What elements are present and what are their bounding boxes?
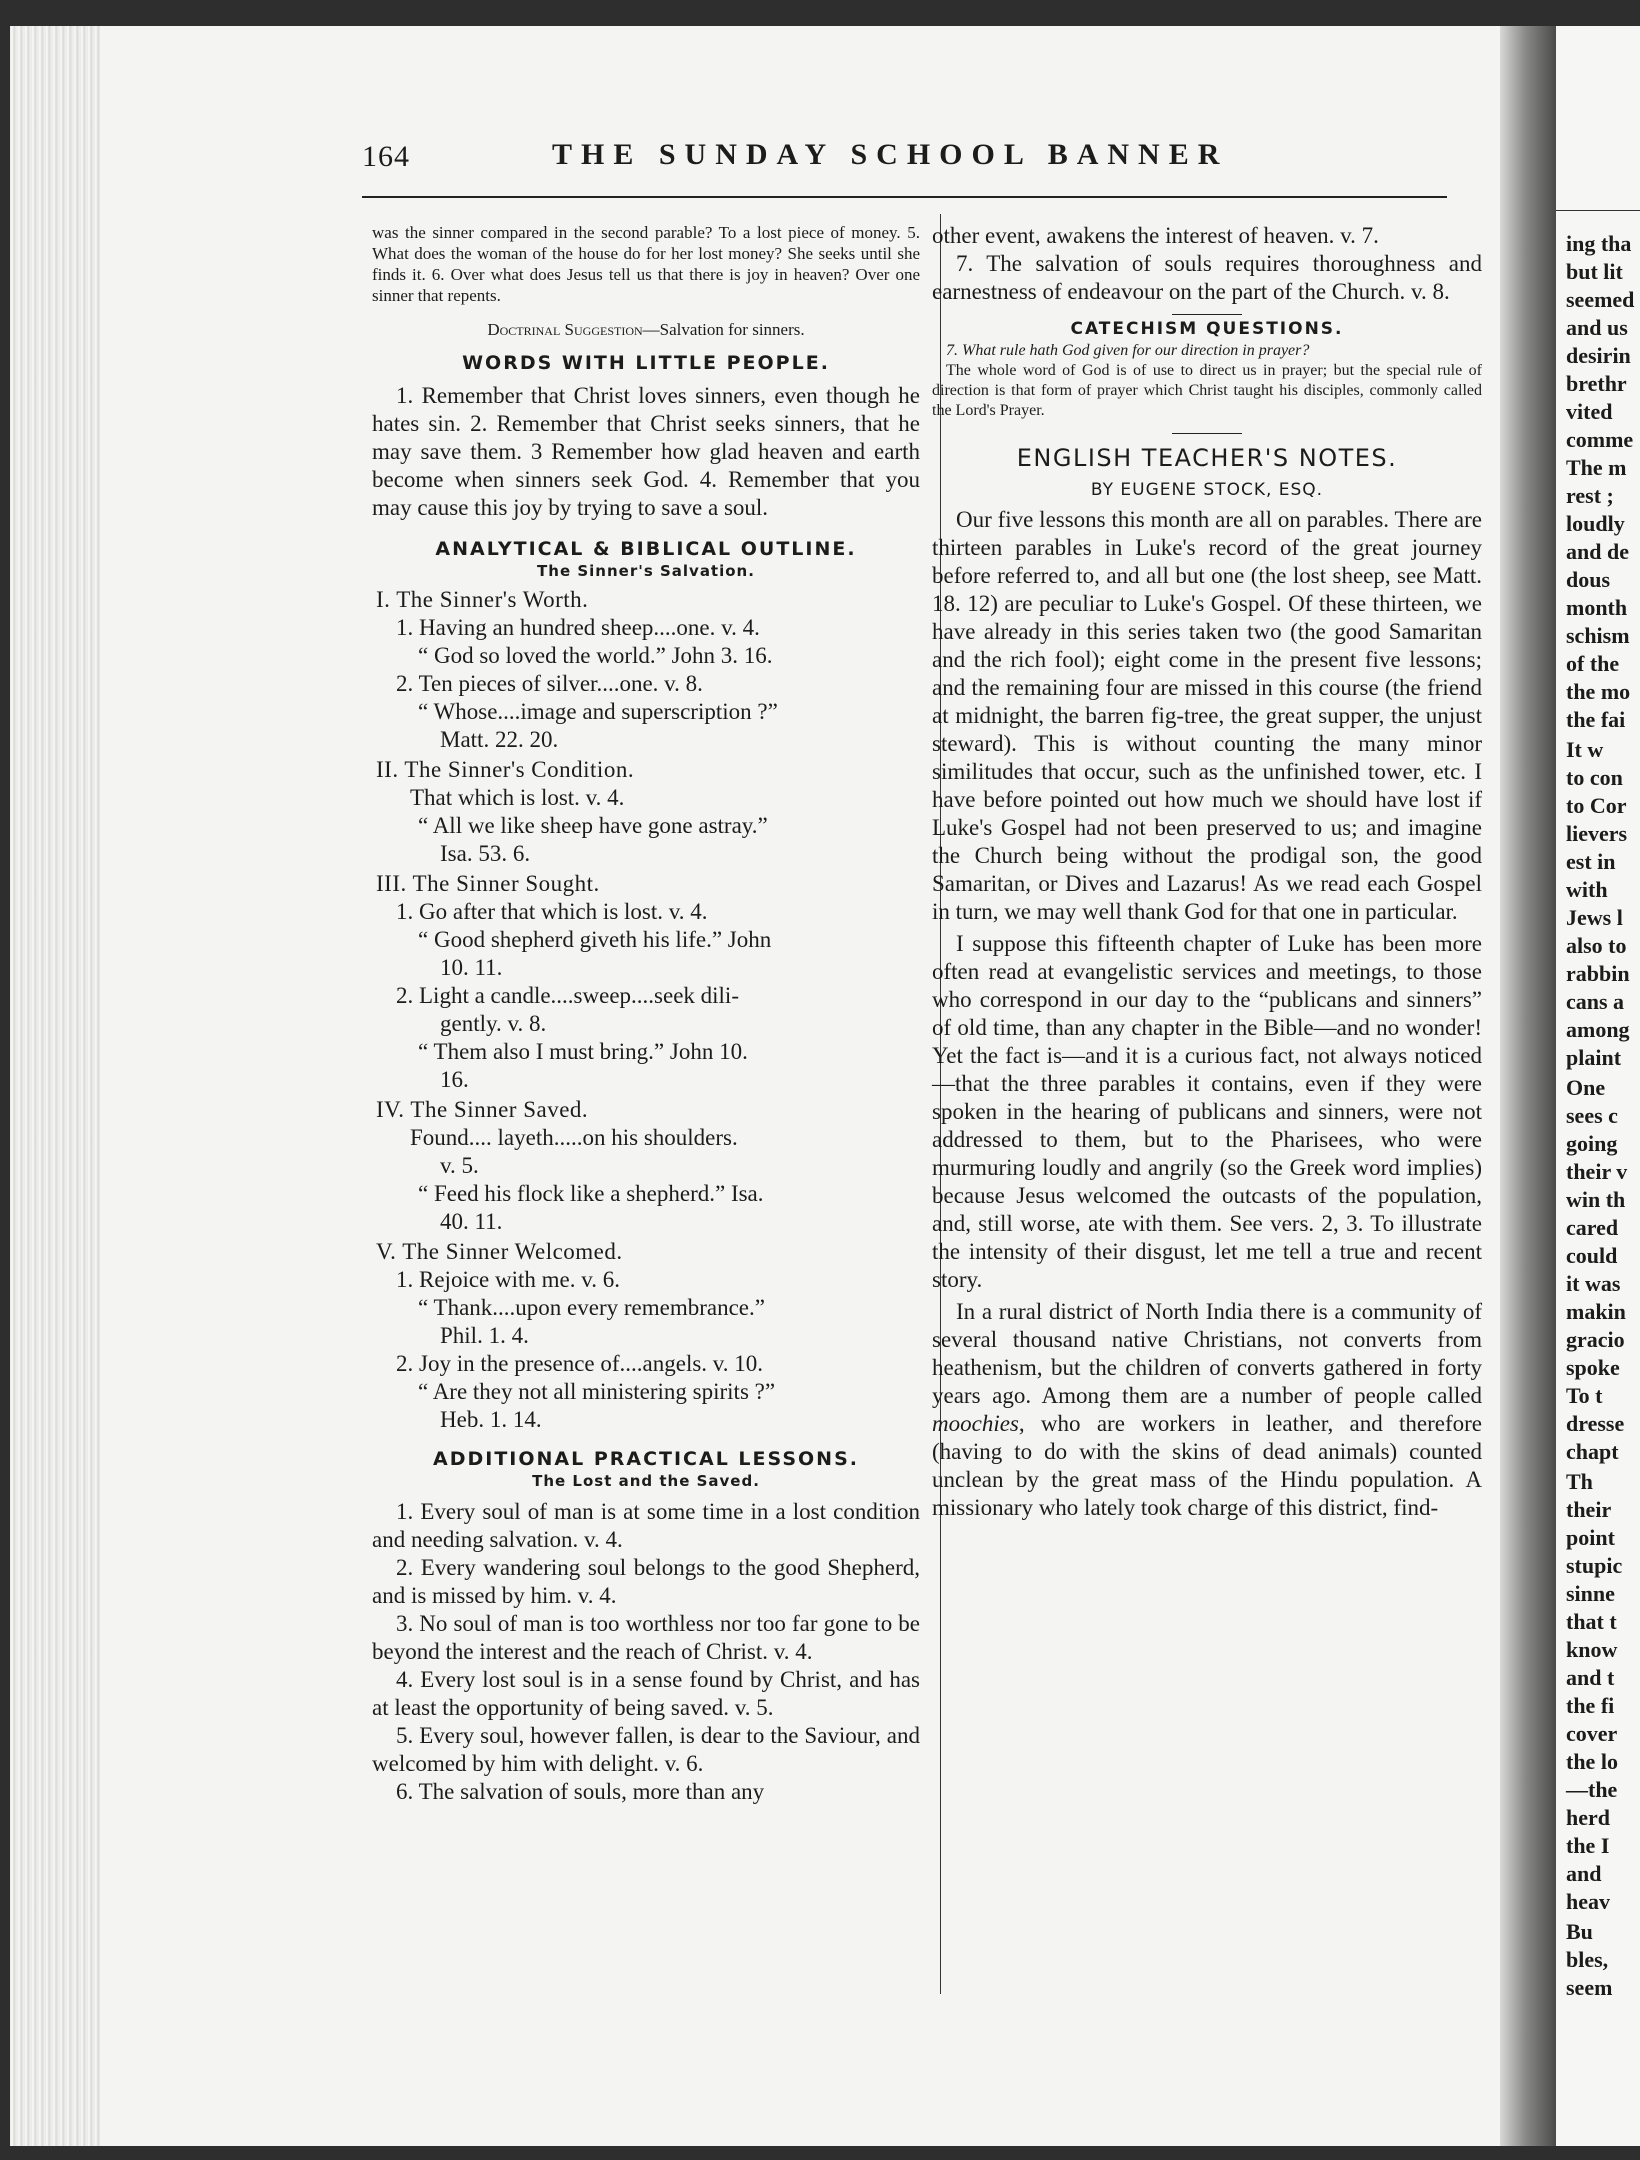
- facing-page-line: cover: [1566, 1721, 1618, 1746]
- facing-page-line: sinne: [1566, 1581, 1615, 1606]
- facing-page-line: seemed: [1566, 287, 1635, 312]
- facing-page-line: est in: [1566, 849, 1616, 874]
- facing-page-line: dresse: [1566, 1411, 1625, 1436]
- words-heading: WORDS WITH LITTLE PEOPLE.: [462, 352, 830, 374]
- facing-page-line: herd: [1566, 1805, 1610, 1830]
- facing-page-line: their v: [1566, 1159, 1628, 1184]
- facing-page-line: the lo: [1566, 1749, 1618, 1774]
- outline-line: 16.: [440, 1067, 469, 1092]
- facing-page-line: could: [1566, 1243, 1618, 1268]
- header-rule: [362, 196, 1447, 198]
- notes-heading: ENGLISH TEACHER'S NOTES.: [1016, 444, 1398, 472]
- words-text: 1. Remember that Christ loves sinners, even though he hates sin. 2. Remember that Christ seeks sinners, that he may save them. 3 Remember how glad heaven and earth become when sinners seek God. 4. Remember that you may cause this joy by trying to save a soul.: [372, 383, 920, 520]
- lessons-subheading: The Lost and the Saved.: [532, 1472, 760, 1490]
- left-column: [372, 222, 920, 1806]
- facing-page-line: dous: [1566, 567, 1611, 592]
- facing-page-line: among: [1566, 1017, 1630, 1042]
- facing-page-line: point: [1566, 1525, 1615, 1550]
- facing-page-line: month: [1566, 595, 1628, 620]
- facing-page-line: sees c: [1566, 1103, 1618, 1128]
- outline-line: 1. Go after that which is lost. v. 4.: [396, 899, 708, 924]
- facing-page-line: the I: [1566, 1833, 1610, 1858]
- page-number: 164: [362, 140, 410, 173]
- notes-byline: BY EUGENE STOCK, ESQ.: [1090, 480, 1324, 500]
- facing-page-line: that t: [1566, 1609, 1617, 1634]
- facing-page-line: comme: [1566, 427, 1634, 452]
- lesson-item: 5. Every soul, however fallen, is dear to the Saviour, and welcomed by him with delight. v. 6.: [372, 1723, 920, 1776]
- catechism-answer: The whole word of God is of use to direct us in prayer; but the special rule of direction is that form of prayer which Christ taught his disciples, commonly called the Lord's Prayer.: [932, 362, 1482, 419]
- doctrinal-label: Doctrinal Suggestion: [487, 320, 643, 339]
- facing-page-line: and: [1566, 1861, 1602, 1886]
- facing-page-line: stupic: [1566, 1553, 1623, 1578]
- lesson-item: 2. Every wandering soul belongs to the good Shepherd, and is missed by him. v. 4.: [372, 1555, 920, 1608]
- facing-page-line: vited: [1566, 399, 1613, 424]
- outline-line: 1. Rejoice with me. v. 6.: [396, 1267, 620, 1292]
- lesson-item: 4. Every lost soul is in a sense found by Christ, and has at least the opportunity of being saved. v. 5.: [372, 1667, 920, 1720]
- facing-page-line: It w: [1566, 737, 1604, 762]
- lesson-item: 6. The salvation of souls, more than any: [396, 1779, 765, 1804]
- facing-page-line: to con: [1566, 765, 1623, 790]
- facing-page-line: rest ;: [1566, 483, 1614, 508]
- facing-page-line: it was: [1566, 1271, 1621, 1296]
- facing-page-line: —the: [1566, 1777, 1618, 1802]
- facing-page-line: the fai: [1566, 707, 1626, 732]
- page-title: THE SUNDAY SCHOOL BANNER: [552, 138, 1229, 171]
- outline-line: I. The Sinner's Worth.: [376, 587, 589, 612]
- facing-page-line: and us: [1566, 315, 1628, 340]
- outline-line: Isa. 53. 6.: [440, 841, 531, 866]
- para3-end: , who are workers in leather, and therefore (having to do with the skins of dead animals) counted unclean by the great mass of the Hindu population. A missionary who lately took charge of this district, find-: [932, 1411, 1482, 1520]
- page-edges: [10, 26, 100, 2146]
- notes-paragraph-2: I suppose this fifteenth chapter of Luke has been more often read at evangelistic services and meetings, to those who correspond in our day to the “publicans and sinners” of old time, than any chapter in the Bible—and no wonder! Yet the fact is—and it is a curious fact, not always noticed—that the three parables it contains, even if they were spoken in the hearing of publicans and sinners, were not addressed to them, but to the Pharisees, who were murmuring loudly and angrily (so the Greek word implies) because Jesus welcomed the outcasts of the population, and, still worse, ate with them. See vers. 2, 3. To illustrate the intensity of their disgust, let me tell a true and recent story.: [932, 931, 1482, 1292]
- outline-line: That which is lost. v. 4.: [410, 785, 625, 810]
- intro-text: was the sinner compared in the second parable? To a lost piece of money. 5. What does the woman of the house do for her lost money? She seeks until she finds it. 6. Over what does Jesus tell us that there is joy in heaven? Over one sinner that repents.: [372, 223, 920, 305]
- facing-page-line: ing tha: [1566, 231, 1632, 256]
- facing-page-line: brethr: [1566, 371, 1627, 396]
- facing-page-line: seem: [1566, 1975, 1613, 2000]
- facing-page-line: One: [1566, 1075, 1606, 1100]
- catechism-question: 7. What rule hath God given for our direction in prayer?: [946, 342, 1310, 359]
- facing-page-line: spoke: [1566, 1355, 1620, 1380]
- outline-line: 10. 11.: [440, 955, 503, 980]
- lessons-list: [372, 1498, 920, 1806]
- facing-page-line: plaint: [1566, 1045, 1622, 1070]
- facing-page-line: heav: [1566, 1889, 1610, 1914]
- facing-page-line: and de: [1566, 539, 1629, 564]
- catechism-heading: CATECHISM QUESTIONS.: [1070, 319, 1344, 339]
- outline-line: V. The Sinner Welcomed.: [376, 1239, 623, 1264]
- facing-page-line: makin: [1566, 1299, 1626, 1324]
- notes-paragraph-1: Our five lessons this month are all on parables. There are thirteen parables in Luke's record of the great journey before referred to, and all but one (the lost sheep, see Matt. 18. 12) are peculiar to Luke's Gospel. Of these thirteen, we have already in this series taken two (the good Samaritan and the rich fool); eight come in the present five lessons; and the remaining four are missed in this course (the friend at midnight, the barren fig-tree, the great supper, the unjust steward). This is without counting the many minor similitudes that occur, such as the unfinished tower, etc. I have before pointed out how much we should have lost if Luke's Gospel had not been preserved to us; and imagine the Church being without the prodigal son, the good Samaritan, or Dives and Lazarus! As we read each Gospel in turn, we may well thank God for that one in particular.: [932, 507, 1482, 924]
- facing-page-line: bles,: [1566, 1947, 1609, 1972]
- outline-subheading: The Sinner's Salvation.: [537, 562, 755, 580]
- outline-line: gently. v. 8.: [440, 1011, 547, 1036]
- facing-page-line: their: [1566, 1497, 1612, 1522]
- outline-line: “ Thank....upon every remembrance.”: [418, 1295, 765, 1320]
- para3-emphasis: moochies: [932, 1411, 1019, 1436]
- book-gutter: [1500, 26, 1556, 2146]
- facing-page-line: to Cor: [1566, 793, 1627, 818]
- outline-line: Heb. 1. 14.: [440, 1407, 542, 1432]
- section-rule: [1172, 314, 1242, 315]
- lesson-item: 3. No soul of man is too worthless nor too far gone to be beyond the interest and the reach of Christ. v. 4.: [372, 1611, 920, 1664]
- outline-line: v. 5.: [440, 1153, 479, 1178]
- facing-page-line: lievers: [1566, 821, 1628, 846]
- outline-line: 40. 11.: [440, 1209, 503, 1234]
- outline-line: 1. Having an hundred sheep....one. v. 4.: [396, 615, 760, 640]
- outline-line: II. The Sinner's Condition.: [376, 757, 635, 782]
- facing-page-line: chapt: [1566, 1439, 1619, 1464]
- outline-line: “ Feed his flock like a shepherd.” Isa.: [418, 1181, 764, 1206]
- outline-line: “ All we like sheep have gone astray.”: [418, 813, 768, 838]
- outline-line: 2. Ten pieces of silver....one. v. 8.: [396, 671, 703, 696]
- facing-page-line: know: [1566, 1637, 1618, 1662]
- facing-page-line: To t: [1566, 1383, 1603, 1408]
- section-rule-2: [1172, 433, 1242, 434]
- lesson-continuation: other event, awakens the interest of heaven. v. 7.: [932, 223, 1379, 248]
- outline-line: Found.... layeth.....on his shoulders.: [410, 1125, 738, 1150]
- facing-page-line: and t: [1566, 1665, 1615, 1690]
- facing-page-line: win th: [1566, 1187, 1626, 1212]
- outline-line: Matt. 22. 20.: [440, 727, 559, 752]
- facing-page-line: Jews l: [1566, 905, 1623, 930]
- outline-line: III. The Sinner Sought.: [376, 871, 600, 896]
- facing-page-rule: [1556, 210, 1640, 211]
- outline-line: “ Them also I must bring.” John 10.: [418, 1039, 748, 1064]
- facing-page-line: but lit: [1566, 259, 1623, 284]
- facing-page-line: cared: [1566, 1215, 1619, 1240]
- facing-page-line: the fi: [1566, 1693, 1615, 1718]
- facing-page-line: of the: [1566, 651, 1620, 676]
- outline-line: IV. The Sinner Saved.: [376, 1097, 589, 1122]
- outline-line: “ Good shepherd giveth his life.” John: [418, 927, 772, 952]
- facing-page-line: with: [1566, 877, 1608, 902]
- page-header: [362, 134, 1442, 180]
- right-column: [932, 222, 1482, 1522]
- facing-page-line: loudly: [1566, 511, 1625, 536]
- facing-page-line: also to: [1566, 933, 1627, 958]
- lesson-seven: 7. The salvation of souls requires thoroughness and earnestness of endeavour on the part of the Church. v. 8.: [932, 251, 1482, 304]
- facing-page-line: Th: [1566, 1469, 1593, 1494]
- outline-line: “ Whose....image and superscription ?”: [418, 699, 778, 724]
- outline-line: Phil. 1. 4.: [440, 1323, 529, 1348]
- outline-line: “ God so loved the world.” John 3. 16.: [418, 643, 773, 668]
- facing-page-line: desirin: [1566, 343, 1631, 368]
- lesson-item: 1. Every soul of man is at some time in a lost condition and needing salvation. v. 4.: [372, 1499, 920, 1552]
- facing-page: [1556, 26, 1640, 2146]
- facing-page-line: schism: [1566, 623, 1630, 648]
- facing-page-line: the mo: [1566, 679, 1631, 704]
- facing-page-line: Bu: [1566, 1919, 1593, 1944]
- notes-paragraph-3: [932, 1298, 1482, 1522]
- outline-line: 2. Light a candle....sweep....seek dili-: [396, 983, 739, 1008]
- lessons-heading: ADDITIONAL PRACTICAL LESSONS.: [433, 1448, 859, 1470]
- facing-page-line: rabbin: [1566, 961, 1630, 986]
- facing-page-line: The m: [1566, 455, 1627, 480]
- outline-list: [372, 586, 920, 1434]
- facing-page-line: cans a: [1566, 989, 1625, 1014]
- outline-line: 2. Joy in the presence of....angels. v. 10.: [396, 1351, 764, 1376]
- doctrinal-suggestion: [372, 320, 920, 340]
- outline-line: “ Are they not all ministering spirits ?”: [418, 1379, 776, 1404]
- facing-page-line: gracio: [1566, 1327, 1625, 1352]
- outline-heading: ANALYTICAL & BIBLICAL OUTLINE.: [435, 538, 857, 560]
- doctrinal-text: —Salvation for sinners.: [642, 320, 805, 339]
- para3-start: In a rural district of North India there is a community of several thousand native Christians, not converts from heathenism, but the children of converts gathered in forty years ago. Among them are a number of people called: [932, 1299, 1482, 1408]
- facing-page-line: going: [1566, 1131, 1618, 1156]
